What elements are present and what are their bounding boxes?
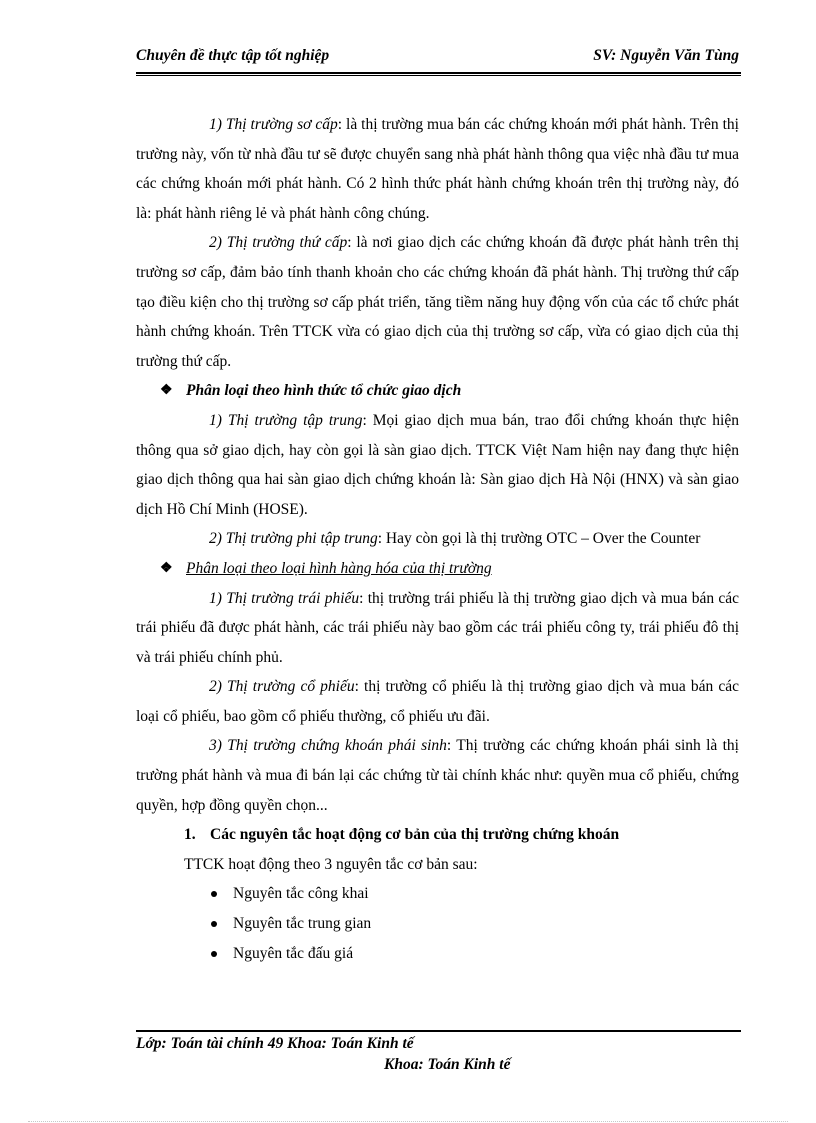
paragraph-centralized-market xyxy=(136,406,739,524)
document-body xyxy=(136,110,739,968)
paragraph-stock-market xyxy=(136,672,739,731)
paragraph-secondary-market xyxy=(136,228,739,376)
list-item-text: Nguyên tắc trung gian xyxy=(233,915,372,933)
bullet-dot-icon xyxy=(211,891,217,897)
list-item xyxy=(136,909,739,939)
header-author: SV: Nguyễn Văn Tùng xyxy=(593,47,739,64)
term-label: 3) Thị trường chứng khoán phái sinh xyxy=(209,737,447,755)
paragraph-otc-market xyxy=(136,524,739,554)
footer-faculty: Khoa: Toán Kinh tế xyxy=(384,1056,511,1073)
bullet-dot-icon xyxy=(211,951,217,957)
list-item-text: Nguyên tắc đấu giá xyxy=(233,944,354,962)
diamond-bullet-icon: ❖ xyxy=(160,560,173,576)
term-label: 1) Thị trường sơ cấp xyxy=(209,116,338,133)
paragraph-text: : thị trường cổ phiếu là thị trường giao dịch và mua bán các loại cổ phiếu, bao gồm cổ phiếu thường, cổ phiếu ưu đãi. xyxy=(136,678,739,725)
section-number: 1. xyxy=(184,826,196,844)
bullet-heading-organization xyxy=(136,376,739,406)
paragraph-derivatives-market xyxy=(136,731,739,820)
term-label: 1) Thị trường trái phiếu xyxy=(209,589,360,607)
section-title: Các nguyên tắc hoạt động cơ bản của thị trường chứng khoán xyxy=(210,826,620,844)
term-label: 1) Thị trường tập trung xyxy=(209,411,363,429)
paragraph-primary-market xyxy=(136,110,739,228)
paragraph-text: : là nơi giao dịch các chứng khoán đã được phát hành trên thị trường sơ cấp, đảm bảo tính thanh khoản cho các chứng khoán đã phát hành. Thị trường thứ cấp tạo điều kiện cho thị trường sơ cấp phát triển, tăng tiềm năng huy động vốn của các tổ chức phát hành chứng khoán. Trên TTCK vừa có giao dịch của thị trường sơ cấp, vừa có giao dịch của thị trường thứ cấp. xyxy=(136,234,739,370)
list-item-text: Nguyên tắc công khai xyxy=(233,885,369,903)
list-item xyxy=(136,939,739,969)
paragraph-text: : Mọi giao dịch mua bán, trao đổi chứng khoán thực hiện thông qua sở giao dịch, hay còn gọi là sàn giao dịch. TTCK Việt Nam hiện nay đang thực hiện giao dịch thông qua hai sàn giao dịch chứng khoán là: Sàn giao dịch Hà Nội (HNX) và sàn giao dịch Hồ Chí Minh (HOSE). xyxy=(136,411,739,518)
paragraph-text: : thị trường trái phiếu là thị trường giao dịch và mua bán các trái phiếu đã được phát hành, các trái phiếu này bao gồm các trái phiếu công ty, trái phiếu đô thị và trái phiếu chính phủ. xyxy=(136,589,740,666)
bullet-heading-text: Phân loại theo loại hình hàng hóa của thị trường xyxy=(186,559,492,577)
paragraph-bond-market xyxy=(136,584,739,673)
bullet-heading-text: Phân loại theo hình thức tổ chức giao dịch xyxy=(186,382,462,400)
paragraph-text: : Thị trường các chứng khoán phái sinh là thị trường phát hành và mua đi bán lại các chứng từ tài chính khác như: quyền mua cổ phiếu, chứng quyền, hợp đồng quyền chọn... xyxy=(136,737,739,814)
paragraph-text: : là thị trường mua bán các chứng khoán mới phát hành. Trên thị trường này, vốn từ nhà đầu tư sẽ được chuyển sang nhà phát hành thông qua việc nhà đầu tư mua các chứng khoán mới phát hành. Có 2 hình thức phát hành chứng khoán trên thị trường này, đó là: phát hành riêng lẻ và phát hành công chúng. xyxy=(136,116,739,222)
footer-class: Lớp: Toán tài chính 49 Khoa: Toán Kinh tế xyxy=(136,1035,414,1052)
list-item xyxy=(136,879,739,909)
page-header xyxy=(136,47,739,71)
bullet-heading-goods-type xyxy=(136,554,739,584)
diamond-bullet-icon: ❖ xyxy=(160,383,173,399)
footer-rule xyxy=(136,1030,741,1032)
section-heading xyxy=(136,820,739,850)
section-intro: TTCK hoạt động theo 3 nguyên tắc cơ bản sau: xyxy=(184,855,478,873)
paragraph-text: : Hay còn gọi là thị trường OTC – Over the Counter xyxy=(377,530,701,548)
header-rule xyxy=(136,72,741,74)
term-label: 2) Thị trường thứ cấp xyxy=(209,234,348,252)
bullet-dot-icon xyxy=(211,921,217,927)
term-label: 2) Thị trường cổ phiếu xyxy=(209,678,355,696)
header-title: Chuyên đề thực tập tốt nghiệp xyxy=(136,47,330,64)
term-label: 2) Thị trường phi tập trung xyxy=(209,530,378,548)
header-rule-thin xyxy=(136,75,741,76)
